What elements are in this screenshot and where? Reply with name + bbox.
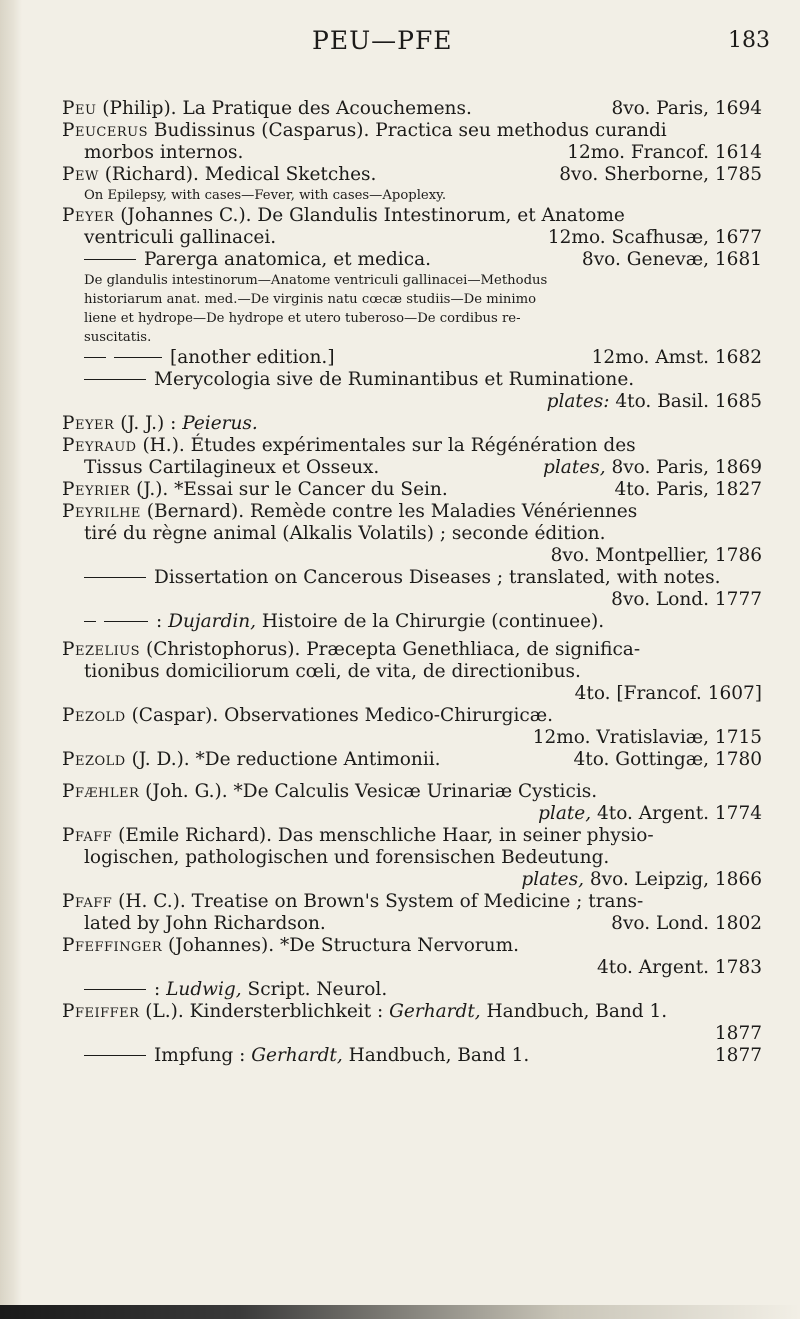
entry-title: (Christophorus). Præcepta Genethliaca, de significa- (140, 639, 641, 660)
entry-publication: 8vo. Lond. 1802 (611, 913, 762, 934)
entry-title: Impfung : (154, 1045, 252, 1066)
entry-contents-note: suscitatis. (84, 330, 152, 345)
entry-author: Pfeffinger (62, 935, 163, 956)
entry-title: (H.). Études expérimentales sur la Régénération des (136, 435, 636, 456)
scan-edge (0, 1305, 800, 1319)
list-item (62, 98, 762, 120)
entry-cross-reference: Gerhardt, (389, 1001, 481, 1022)
entry-contents-note: liene et hydrope—De hydrope et utero tuberoso—De cordibus re- (84, 311, 521, 326)
entry-contents-note: De glandulis intestinorum—Anatome ventriculi gallinacei—Methodus (84, 273, 548, 288)
list-item (62, 781, 762, 825)
entry-publication: 8vo. Sherborne, 1785 (559, 164, 762, 185)
entry-title: Merycologia sive de Ruminantibus et Ruminatione. (154, 369, 635, 390)
list-item (62, 501, 762, 567)
entry-contents-note: historiarum anat. med.—De virginis natu cœcæ studiis—De minimo (84, 292, 537, 307)
entry-publication: 4to. Basil. 1685 (609, 391, 762, 412)
entry-publication: 8vo. Lond. 1777 (611, 589, 762, 610)
entry-author: Pew (62, 164, 99, 185)
entry-publication: 12mo. Scafhusæ, 1677 (547, 227, 762, 248)
list-item (62, 347, 762, 369)
entry-author: Pezelius (62, 639, 141, 660)
entry-title: (J.). *Essai sur le Cancer du Sein. (130, 479, 448, 500)
list-item (62, 413, 762, 435)
list-item (62, 1045, 762, 1067)
ditto-rule (114, 357, 162, 358)
entry-plates-note: plates: (546, 391, 610, 412)
entry-title-continued: Tissus Cartilagineux et Osseux. (84, 457, 380, 478)
entry-title: (J. J.) : (114, 413, 183, 434)
entry-author: Peyer (62, 205, 115, 226)
entry-publication: 12mo. Amst. 1682 (591, 347, 762, 368)
ditto-rule (104, 621, 148, 622)
entry-author: Peyer (62, 413, 115, 434)
list-item (62, 567, 762, 611)
entry-plates-note: plates, (521, 869, 584, 890)
entry-title-continued: Handbuch, Band 1. (342, 1045, 530, 1066)
entry-author: Peyrier (62, 479, 131, 500)
entry-plates-note: plates, (543, 457, 606, 478)
entry-author: Pfaff (62, 891, 113, 912)
entry-title: (H. C.). Treatise on Brown's System of Medicine ; trans- (112, 891, 644, 912)
entry-publication: 4to. Argent. 1774 (591, 803, 762, 824)
entry-title: (Caspar). Observationes Medico-Chirurgicæ. (125, 705, 554, 726)
entry-title-continued: logischen, pathologischen und forensischen Bedeutung. (84, 847, 610, 868)
entry-title-continued: lated by John Richardson. (84, 913, 326, 934)
entry-publication: 12mo. Francof. 1614 (567, 142, 762, 163)
ditto-rule (84, 357, 106, 358)
list-item (62, 611, 762, 633)
entry-author: Pezold (62, 705, 126, 726)
ditto-rule (84, 259, 136, 260)
list-item (62, 164, 762, 205)
entry-cross-reference-prefix: : (156, 611, 169, 632)
entry-author: Peyrilhe (62, 501, 141, 522)
entry-publication: 8vo. Paris, 1869 (605, 457, 762, 478)
list-item (62, 979, 762, 1001)
list-item (62, 120, 762, 164)
list-item (62, 749, 762, 771)
entry-title-continued: ventriculi gallinacei. (84, 227, 277, 248)
bibliography-entries (62, 98, 762, 1067)
entry-title: Dissertation on Cancerous Diseases ; translated, with notes. (154, 567, 721, 588)
list-item (62, 249, 762, 347)
entry-contents-note: On Epilepsy, with cases—Fever, with cases—Apoplexy. (84, 188, 447, 203)
entry-plates-note: plate, (538, 803, 592, 824)
entry-title: (L.). Kindersterblichkeit : (139, 1001, 390, 1022)
ditto-rule (84, 379, 146, 380)
entry-publication: 4to. Paris, 1827 (614, 479, 762, 500)
list-item (62, 639, 762, 705)
list-item (62, 205, 762, 249)
page-number: 183 (728, 28, 770, 53)
entry-title: [another edition.] (170, 347, 335, 368)
entry-publication: 8vo. Leipzig, 1866 (583, 869, 762, 890)
entry-author: Pfeiffer (62, 1001, 140, 1022)
list-item (62, 479, 762, 501)
entry-title: (Johannes). *De Structura Nervorum. (162, 935, 520, 956)
entry-author: Peu (62, 98, 97, 119)
ditto-rule (84, 577, 146, 578)
entry-title: (Richard). Medical Sketches. (98, 164, 377, 185)
list-item (62, 825, 762, 891)
entry-publication: 4to. Argent. 1783 (597, 957, 762, 978)
list-item (62, 705, 762, 749)
running-header (0, 14, 800, 64)
entry-title-continued: tiré du règne animal (Alkalis Volatils) ; seconde édition. (84, 523, 606, 544)
entry-publication: 1877 (714, 1045, 762, 1066)
list-item (62, 369, 762, 413)
entry-title-continued: tionibus domiciliorum cœli, de vita, de directionibus. (84, 661, 581, 682)
entry-title: (Johannes C.). De Glandulis Intestinorum, et Anatome (114, 205, 625, 226)
ditto-rule (84, 989, 146, 990)
list-item (62, 891, 762, 935)
entry-title-continued: morbos internos. (84, 142, 244, 163)
entry-author: Pfæhler (62, 781, 140, 802)
entry-title: (Bernard). Remède contre les Maladies Vénériennes (140, 501, 638, 522)
header-title: PEU—PFE (312, 26, 453, 55)
list-item (62, 1001, 762, 1045)
entry-title: (J. D.). *De reductione Antimonii. (125, 749, 441, 770)
ditto-rule (84, 621, 96, 622)
entry-publication: 8vo. Paris, 1694 (611, 98, 762, 119)
entry-author: Pezold (62, 749, 126, 770)
list-item (62, 935, 762, 979)
entry-publication: 1877 (714, 1023, 762, 1044)
entry-cross-reference: Dujardin, (168, 611, 257, 632)
entry-publication: 4to. [Francof. 1607] (574, 683, 762, 704)
page-edge-shadow (0, 0, 22, 1319)
entry-author: Pfaff (62, 825, 113, 846)
entry-title: Parerga anatomica, et medica. (144, 249, 431, 270)
entry-author: Peucerus (62, 120, 148, 141)
entry-publication: 12mo. Vratislaviæ, 1715 (532, 727, 762, 748)
entry-title: Histoire de la Chirurgie (continuee). (256, 611, 605, 632)
entry-title: Script. Neurol. (241, 979, 388, 1000)
entry-cross-reference: Ludwig, (166, 979, 242, 1000)
entry-title-continued: Handbuch, Band 1. (480, 1001, 668, 1022)
entry-publication: 8vo. Montpellier, 1786 (550, 545, 762, 566)
entry-title: (Joh. G.). *De Calculis Vesicæ Urinariæ Cysticis. (139, 781, 598, 802)
entry-title: (Emile Richard). Das menschliche Haar, in seiner physio- (112, 825, 654, 846)
entry-title: Budissinus (Casparus). Practica seu methodus curandi (147, 120, 667, 141)
entry-publication: 8vo. Genevæ, 1681 (581, 249, 762, 270)
ditto-rule (84, 1055, 146, 1056)
entry-cross-reference: Peierus. (182, 413, 258, 434)
entry-publication: 4to. Gottingæ, 1780 (573, 749, 762, 770)
list-item (62, 435, 762, 479)
entry-author: Peyraud (62, 435, 137, 456)
entry-cross-reference-prefix: : (154, 979, 167, 1000)
entry-cross-reference: Gerhardt, (251, 1045, 343, 1066)
entry-title: (Philip). La Pratique des Acouchemens. (96, 98, 472, 119)
